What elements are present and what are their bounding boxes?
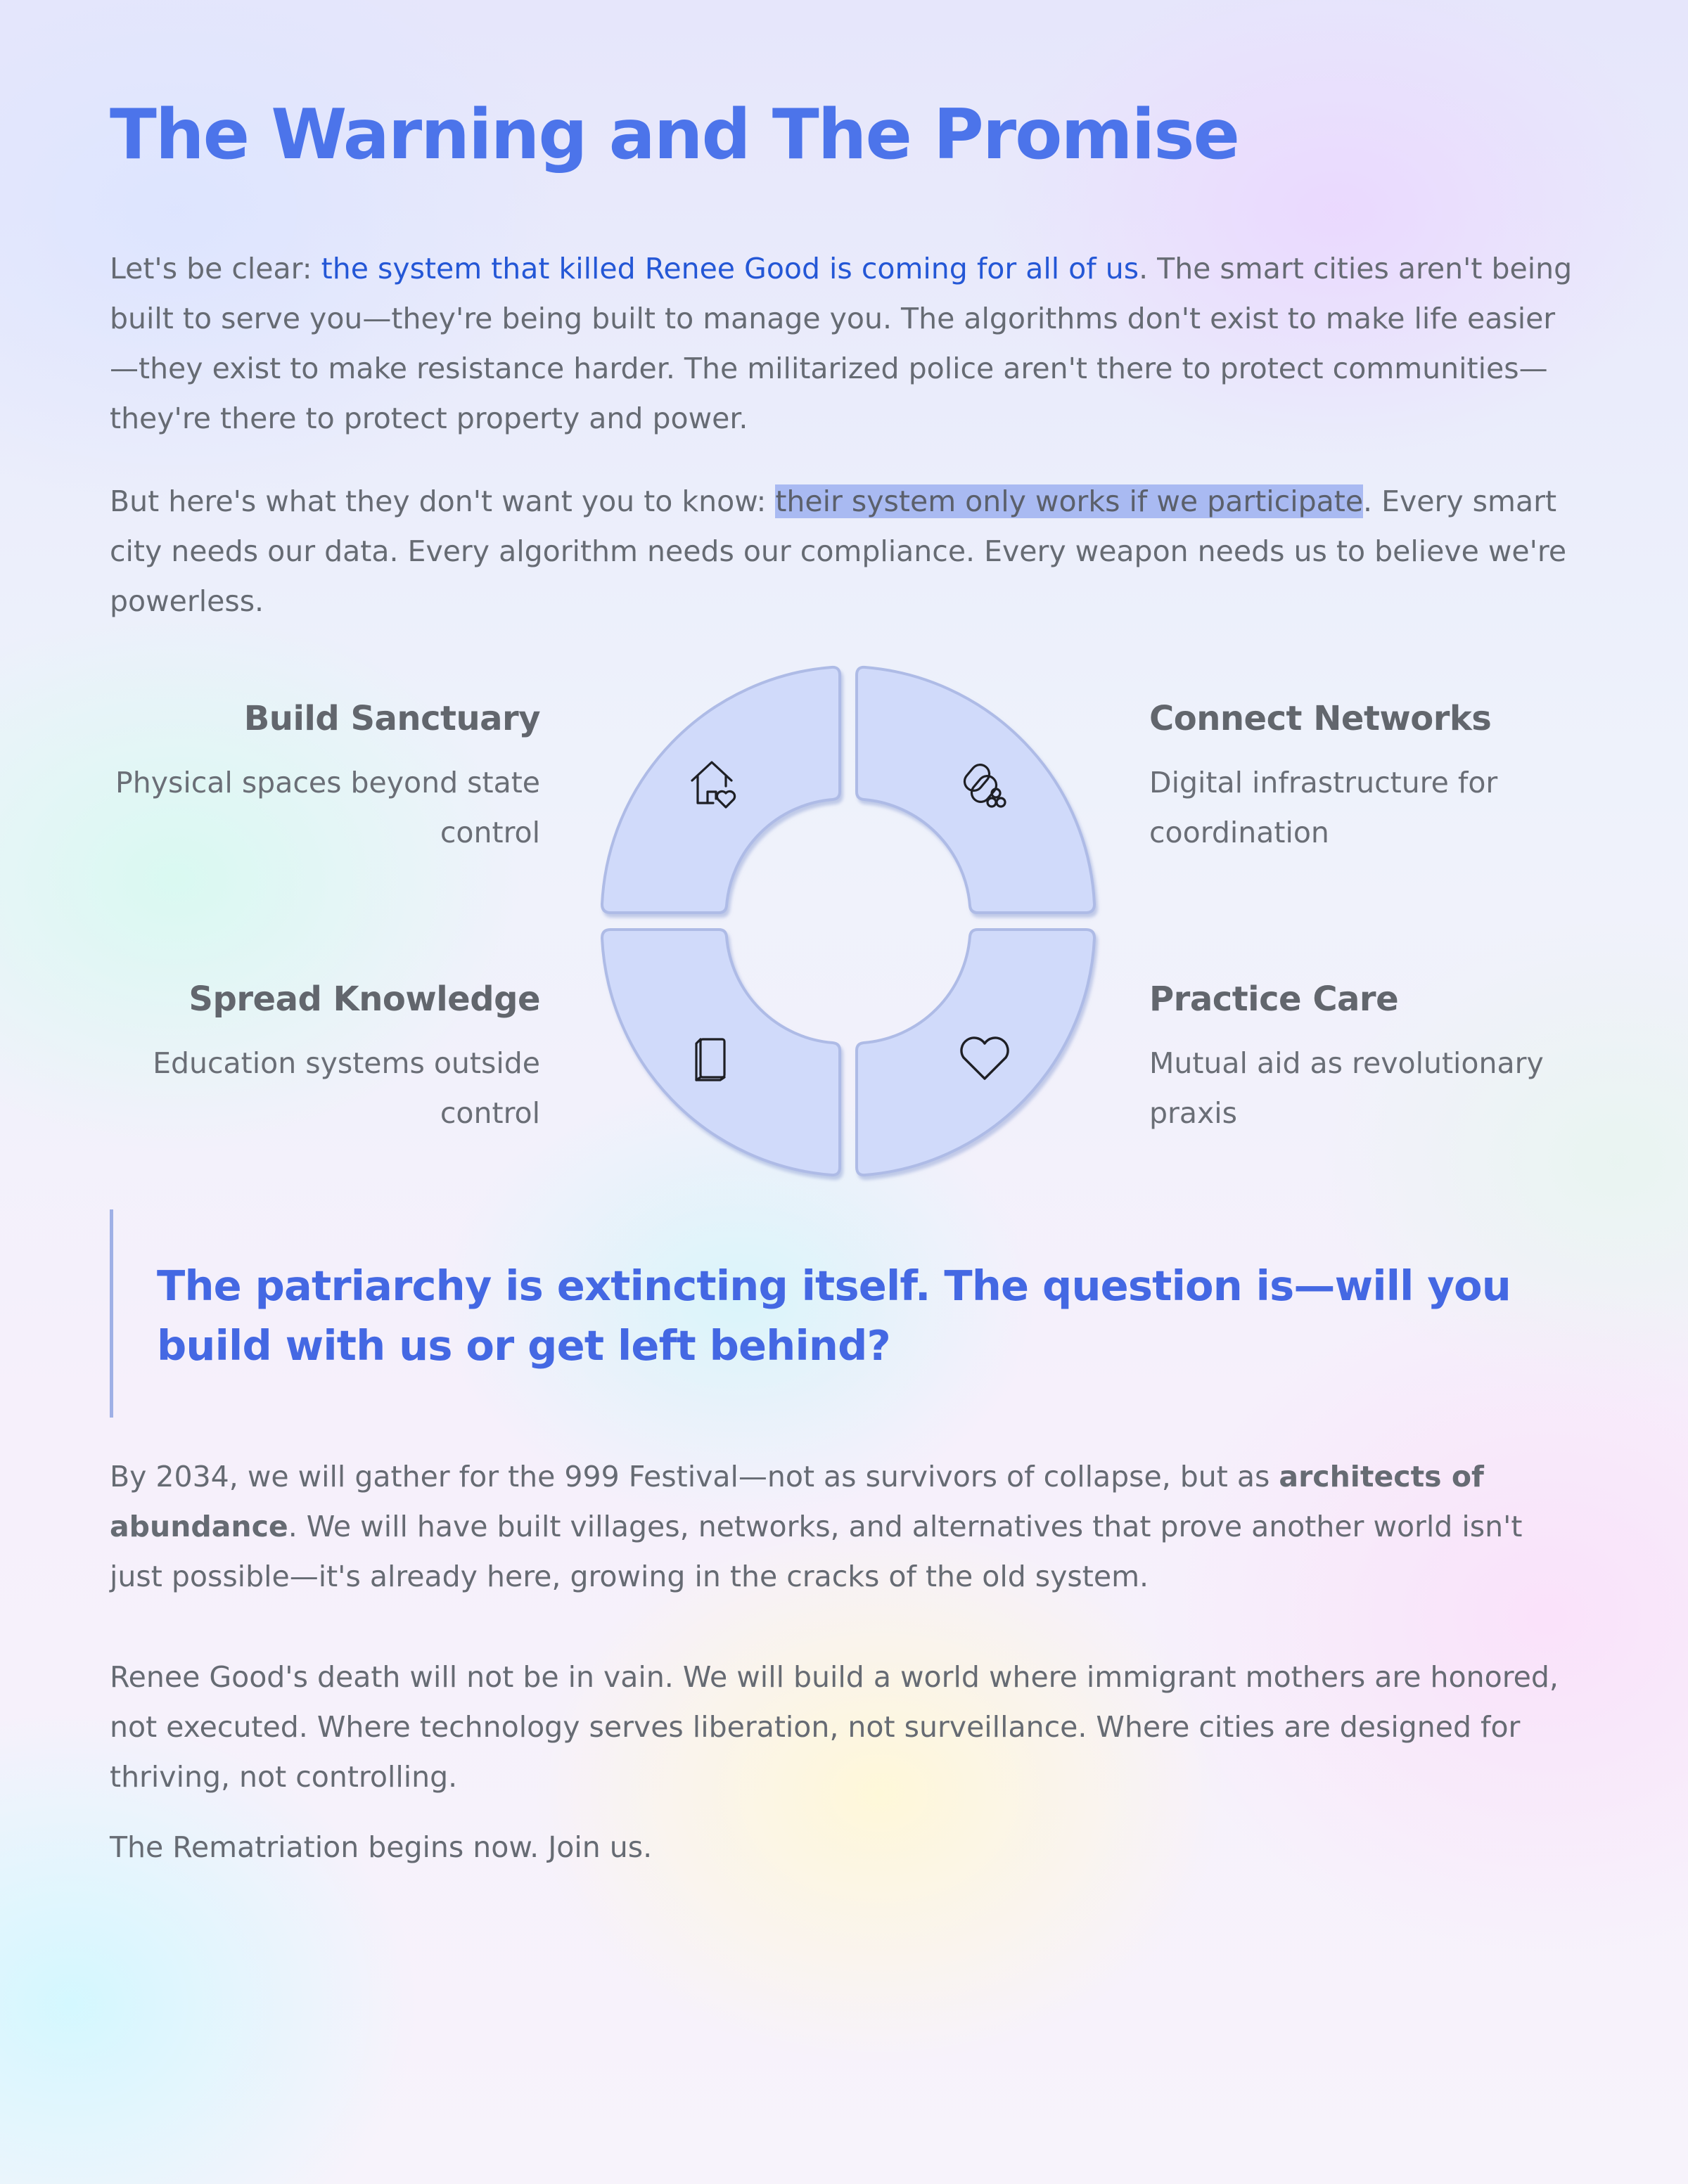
intro-body-text: . Every smart city needs our data. Every algorithm needs our compliance. Every weapon needs us to believe we're powerless. xyxy=(110,484,1567,618)
pillar-title: Practice Care xyxy=(1149,979,1399,1019)
pillar-build-sanctuary xyxy=(110,695,540,858)
emphasis-link-text: the system that killed Renee Good is coming for all of us xyxy=(321,252,1139,285)
pull-quote xyxy=(110,1209,1578,1418)
pillar-description: Physical spaces beyond state control xyxy=(115,766,540,849)
pillars-wheel xyxy=(581,654,1115,1188)
intro-lead-text: But here's what they don't want you to know: xyxy=(110,484,776,518)
closing-paragraph-1 xyxy=(110,1452,1578,1602)
intro-paragraph-2 xyxy=(110,477,1578,627)
closing-paragraph-2: Renee Good's death will not be in vain. We will build a world where immigrant mothers are honored, not executed. Where technology serves liberation, not surveillance. Where cities are designed for thriving, not controlling. xyxy=(110,1660,1559,1794)
highlighted-text: their system only works if we participate xyxy=(775,484,1364,518)
closing-paragraph-3: The Rematriation begins now. Join us. xyxy=(110,1830,653,1864)
pillar-spread-knowledge xyxy=(110,975,540,1138)
pillar-practice-care xyxy=(1149,975,1571,1138)
closing-lead-text: By 2034, we will gather for the 999 Festival—not as survivors of collapse, but as xyxy=(110,1460,1279,1494)
wheel-segment-spread-knowledge xyxy=(602,930,840,1175)
pillar-description: Mutual aid as revolutionary praxis xyxy=(1149,1046,1544,1130)
intro-paragraph-1 xyxy=(110,244,1578,444)
wheel-segment-practice-care xyxy=(857,930,1094,1175)
page-title: The Warning and The Promise xyxy=(110,95,1239,175)
pillar-connect-networks xyxy=(1149,695,1571,858)
pull-quote-text: The patriarchy is extincting itself. The question is—will you build with us or get left behind? xyxy=(157,1261,1511,1370)
closing-body-text: . We will have built villages, networks, and alternatives that prove another world isn't just possible—it's already here, growing in the cracks of the old system. xyxy=(110,1510,1523,1593)
pillar-title: Connect Networks xyxy=(1149,699,1492,738)
intro-body-text: . The smart cities aren't being built to serve you—they're being built to manage you. The algorithms don't exist to make life easier—they exist to make resistance harder. The militarized police aren't there to protect communities—they're there to protect property and power. xyxy=(110,252,1573,435)
pillar-title: Spread Knowledge xyxy=(188,979,540,1019)
pillar-title: Build Sanctuary xyxy=(243,699,540,738)
wheel-segment-build-sanctuary xyxy=(602,667,840,913)
pillar-description: Education systems outside control xyxy=(153,1046,540,1130)
strong-text: architects of abundance xyxy=(110,1460,1484,1543)
intro-lead-text: Let's be clear: xyxy=(110,252,321,285)
pillar-description: Digital infrastructure for coordination xyxy=(1149,766,1498,849)
